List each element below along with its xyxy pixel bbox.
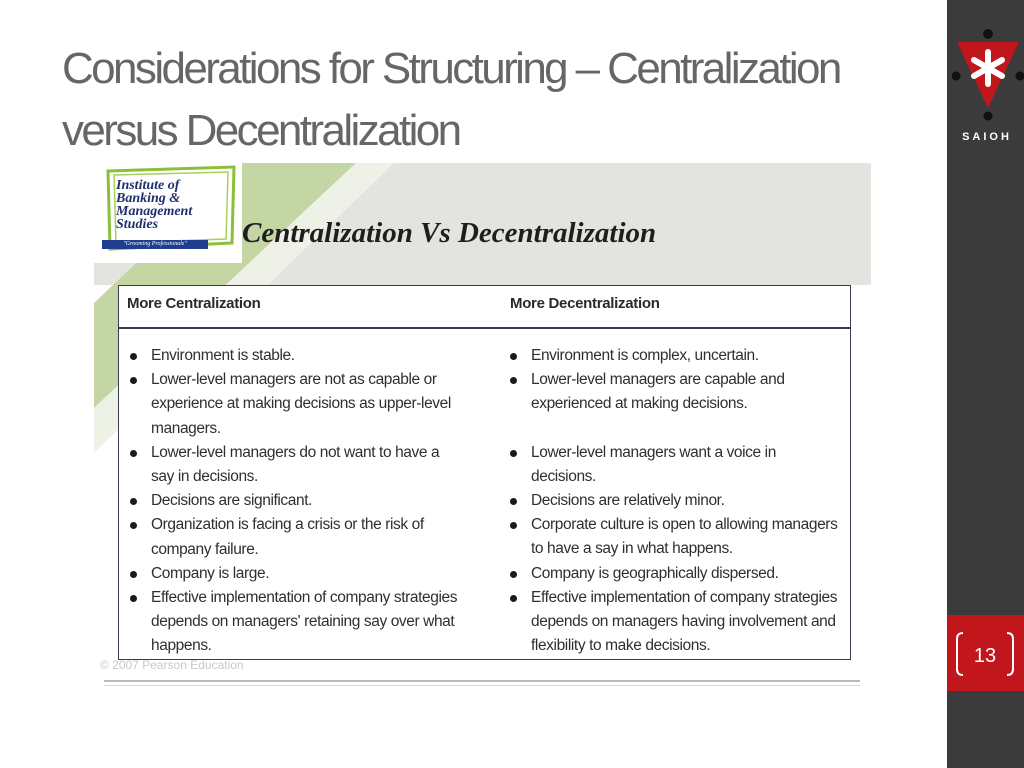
- bullet-icon: [510, 498, 517, 505]
- bullet-icon: [130, 595, 137, 602]
- list-item: Effective implementation of company strategies depends on managers' retaining say over what happens.: [125, 586, 471, 659]
- bullet-icon: [130, 498, 137, 505]
- banner-title: Centralization Vs Decentralization: [242, 217, 657, 249]
- left-column: [125, 344, 458, 659]
- copyright-text: © 2007 Pearson Education: [100, 658, 244, 672]
- comparison-figure: [94, 163, 871, 693]
- list-item: Company is large.: [125, 562, 451, 586]
- list-item: Effective implementation of company strategies depends on managers having involvement and flexibility to make decisions.: [505, 586, 871, 659]
- list-item: Lower-level managers do not want to have a say in decisions.: [125, 441, 451, 489]
- comparison-table: [118, 285, 851, 660]
- header-divider: [119, 327, 850, 329]
- footer-rule-thin: [104, 685, 860, 686]
- bullet-icon: [510, 522, 517, 529]
- bullet-icon: [130, 522, 137, 529]
- page-number: 13: [973, 645, 997, 667]
- institute-name: Institute of Banking & Management Studies: [116, 178, 193, 232]
- bullet-icon: [130, 377, 137, 384]
- list-item: Lower-level managers are capable and experienced at making decisions.: [505, 368, 821, 416]
- saioh-star-triangle-icon: [952, 28, 1024, 148]
- list-item: Lower-level managers are not as capable or experience at making decisions as upper-level managers.: [125, 368, 451, 441]
- list-item: Lower-level managers want a voice in decisions.: [505, 441, 821, 489]
- list-item: Decisions are significant.: [125, 489, 451, 513]
- list-item: Organization is facing a crisis or the risk of company failure.: [125, 513, 451, 561]
- bullet-icon: [510, 377, 517, 384]
- right-column: [505, 344, 838, 658]
- right-column-header: More Decentralization: [510, 295, 660, 312]
- slide-title: Considerations for Structuring – Centralization versus Decentralization: [62, 44, 840, 155]
- bullet-icon: [510, 450, 517, 457]
- list-item: Decisions are relatively minor.: [505, 489, 831, 513]
- institute-tagline: "Grooming Professionals": [102, 240, 208, 249]
- bullet-icon: [130, 450, 137, 457]
- bullet-icon: [130, 353, 137, 360]
- bullet-icon: [510, 595, 517, 602]
- list-item: Company is geographically dispersed.: [505, 562, 831, 586]
- left-column-header: More Centralization: [127, 295, 261, 312]
- saioh-logo-text: SAIOH: [962, 131, 1012, 143]
- bullet-icon: [510, 571, 517, 578]
- institute-logo: [94, 163, 242, 263]
- footer-rule: [104, 680, 860, 682]
- list-item: Environment is stable.: [125, 344, 451, 368]
- bullet-icon: [510, 353, 517, 360]
- list-item: Corporate culture is open to allowing managers to have a say in what happens.: [505, 513, 841, 561]
- list-item: Environment is complex, uncertain.: [505, 344, 831, 368]
- bullet-icon: [130, 571, 137, 578]
